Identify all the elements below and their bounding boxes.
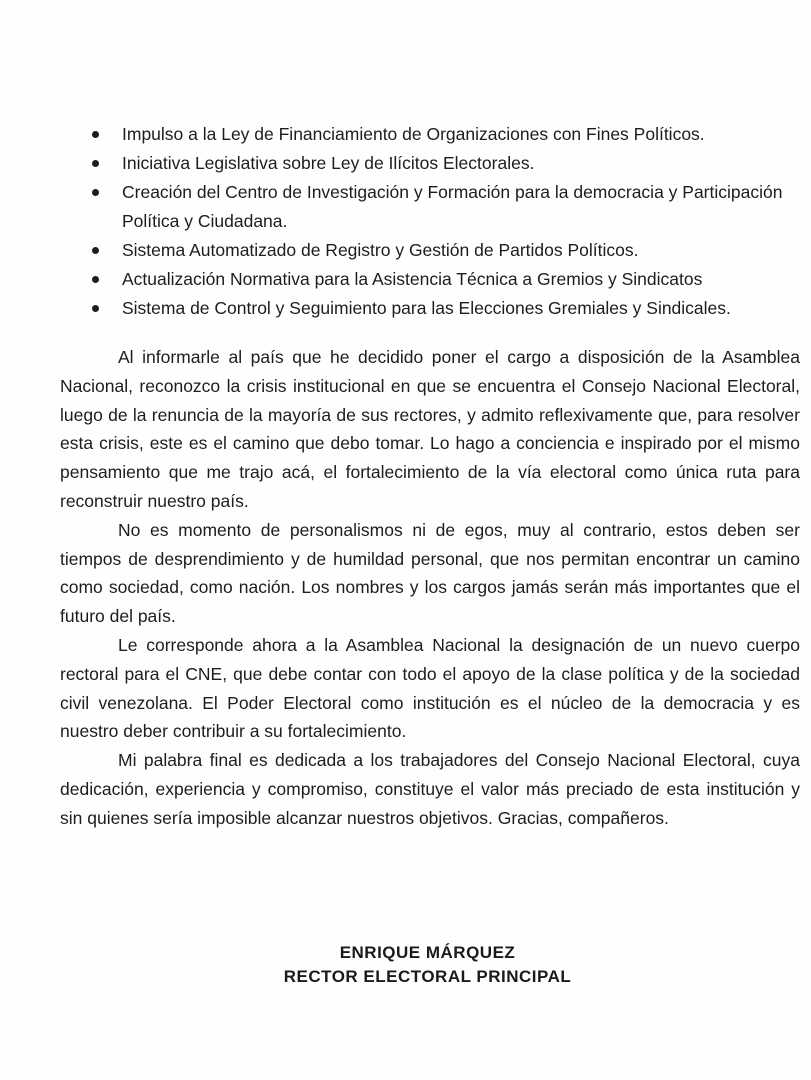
list-item [88, 294, 798, 323]
list-item-text: Sistema Automatizado de Registro y Gestión de Partidos Políticos. [122, 240, 639, 260]
list-item-text: Impulso a la Ley de Financiamiento de Organizaciones con Fines Políticos. [122, 124, 705, 144]
list-item [88, 178, 798, 236]
list-item-text: Iniciativa Legislativa sobre Ley de Ilícitos Electorales. [122, 153, 535, 173]
paragraph: No es momento de personalismos ni de egos, muy al contrario, estos deben ser tiempos de desprendimiento y de humildad personal, que nos permitan encontrar un camino como sociedad, como nación. Los nombres y los cargos jamás serán más importantes que el futuro del país. [60, 519, 800, 627]
list-item-text: Sistema de Control y Seguimiento para las Elecciones Gremiales y Sindicales. [122, 298, 731, 318]
body-text [60, 343, 800, 833]
bullet-list [88, 120, 798, 323]
paragraph: Al informarle al país que he decidido poner el cargo a disposición de la Asamblea Nacional, reconozco la crisis institucional en que se encuentra el Consejo Nacional Electoral, luego de la renuncia de la mayoría de sus rectores, y admito reflexivamente que, para resolver esta crisis, este es el camino que debo tomar. Lo hago a conciencia e inspirado por el mismo pensamiento que me trajo acá, el fortalecimiento de la vía electoral como única ruta para reconstruir nuestro país. [60, 347, 800, 511]
list-item-text: Actualización Normativa para la Asistencia Técnica a Gremios y Sindicatos [122, 269, 703, 289]
signatory-title: RECTOR ELECTORAL PRINCIPAL [283, 967, 572, 986]
signature-block [0, 941, 811, 989]
list-item-text: Creación del Centro de Investigación y Formación para la democracia y Participación Política y Ciudadana. [122, 182, 783, 231]
bullet-icon [92, 131, 99, 138]
list-item [88, 265, 798, 294]
bullet-icon [92, 189, 99, 196]
bullet-icon [92, 160, 99, 167]
paragraph: Mi palabra final es dedicada a los trabajadores del Consejo Nacional Electoral, cuya dedicación, experiencia y compromiso, constituye el valor más preciado de esta institución y sin quienes sería imposible alcanzar nuestros objetivos. Gracias, compañeros. [60, 750, 800, 828]
list-item [88, 120, 798, 149]
paragraph: Le corresponde ahora a la Asamblea Nacional la designación de un nuevo cuerpo rectoral para el CNE, que debe contar con todo el apoyo de la clase política y de la sociedad civil venezolana. El Poder Electoral como institución es el núcleo de la democracia y es nuestro deber contribuir a su fortalecimiento. [60, 634, 800, 742]
signatory-name: ENRIQUE MÁRQUEZ [339, 943, 516, 962]
bullet-icon [92, 305, 99, 312]
list-item [88, 236, 798, 265]
list-item [88, 149, 798, 178]
bullet-icon [92, 276, 99, 283]
bullet-icon [92, 247, 99, 254]
